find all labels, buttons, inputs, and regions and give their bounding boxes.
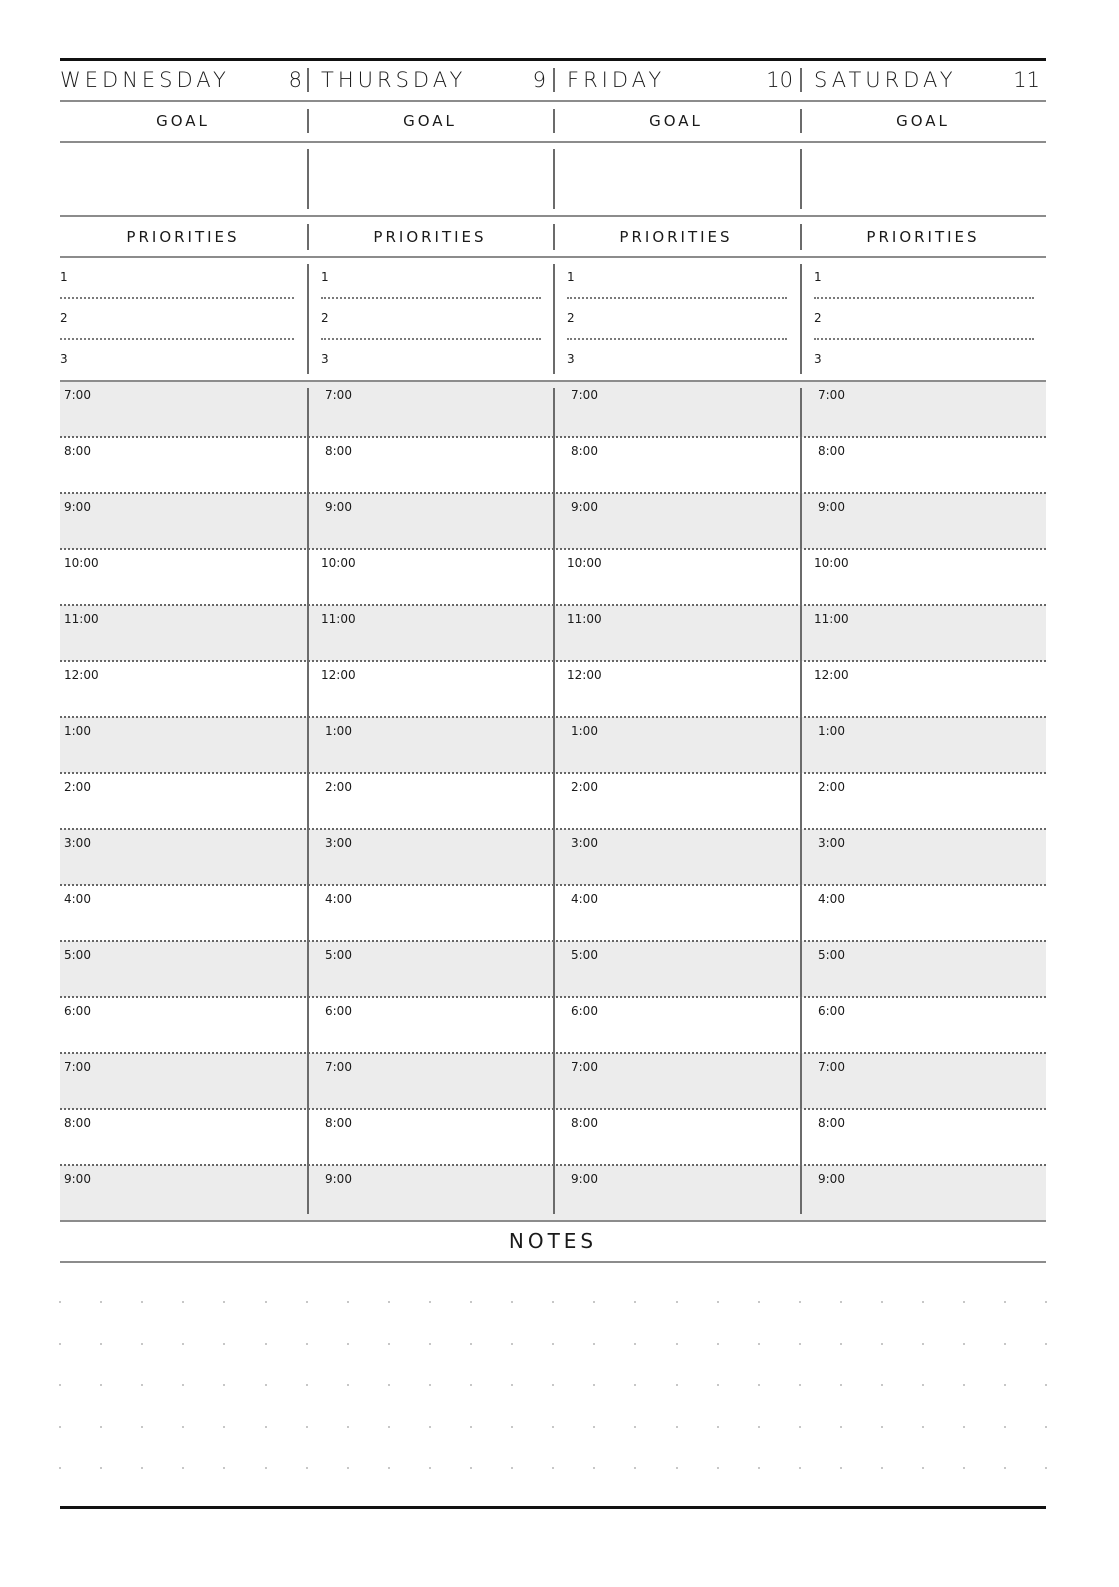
schedule-divider bbox=[307, 388, 309, 1214]
time-label: 1:00 bbox=[325, 724, 352, 738]
notes-grid-dot bbox=[593, 1343, 595, 1345]
notes-grid-dot bbox=[1004, 1426, 1006, 1428]
day-name: SATURDAY bbox=[814, 68, 957, 92]
time-label: 10:00 bbox=[567, 556, 602, 570]
notes-grid-dot bbox=[265, 1467, 267, 1469]
notes-grid-dot bbox=[470, 1384, 472, 1386]
notes-grid-dot bbox=[676, 1384, 678, 1386]
notes-title: NOTES bbox=[508, 1229, 598, 1253]
notes-grid-dot bbox=[799, 1467, 801, 1469]
time-label: 6:00 bbox=[818, 1004, 845, 1018]
notes-grid-dot bbox=[1045, 1343, 1047, 1345]
priority-number: 3 bbox=[814, 352, 822, 366]
day-number: 11 bbox=[1013, 68, 1040, 92]
notes-grid-dot bbox=[881, 1343, 883, 1345]
notes-grid-dot bbox=[141, 1301, 143, 1303]
time-label: 5:00 bbox=[571, 948, 598, 962]
schedule-divider bbox=[800, 388, 802, 1214]
notes-grid-dot bbox=[347, 1343, 349, 1345]
notes-grid-dot bbox=[1045, 1467, 1047, 1469]
time-label: 11:00 bbox=[814, 612, 849, 626]
notes-grid-dot bbox=[717, 1301, 719, 1303]
priority-dotted-line bbox=[814, 338, 1034, 340]
notes-grid-dot bbox=[799, 1301, 801, 1303]
time-label: 2:00 bbox=[325, 780, 352, 794]
day-number: 9 bbox=[532, 68, 546, 92]
notes-grid-dot bbox=[306, 1426, 308, 1428]
priorities-header-underline bbox=[60, 256, 1046, 258]
priority-number: 3 bbox=[567, 352, 575, 366]
time-label: 8:00 bbox=[64, 1116, 91, 1130]
priorities-label: PRIORITIES bbox=[866, 228, 980, 246]
day-number: 8 bbox=[288, 68, 302, 92]
notes-grid-dot bbox=[881, 1467, 883, 1469]
notes-header-underline bbox=[60, 1261, 1046, 1263]
time-label: 8:00 bbox=[64, 444, 91, 458]
notes-grid-dot bbox=[388, 1343, 390, 1345]
notes-grid-dot bbox=[470, 1426, 472, 1428]
notes-grid-dot bbox=[1045, 1301, 1047, 1303]
day-name: WEDNESDAY bbox=[60, 68, 230, 92]
notes-grid-dot bbox=[59, 1301, 61, 1303]
notes-grid-dot bbox=[758, 1467, 760, 1469]
notes-grid-dot bbox=[388, 1301, 390, 1303]
priority-number: 3 bbox=[321, 352, 329, 366]
notes-grid-dot bbox=[1004, 1301, 1006, 1303]
notes-grid-dot bbox=[922, 1343, 924, 1345]
notes-grid-dot bbox=[59, 1384, 61, 1386]
time-label: 8:00 bbox=[325, 1116, 352, 1130]
time-label: 3:00 bbox=[64, 836, 91, 850]
notes-grid-dot bbox=[182, 1301, 184, 1303]
notes-grid-dot bbox=[634, 1301, 636, 1303]
notes-grid-dot bbox=[388, 1384, 390, 1386]
notes-grid-dot bbox=[552, 1343, 554, 1345]
priorities-label: PRIORITIES bbox=[373, 228, 487, 246]
notes-grid-dot bbox=[388, 1426, 390, 1428]
notes-grid-dot bbox=[717, 1384, 719, 1386]
priority-number: 2 bbox=[814, 311, 822, 325]
notes-grid-dot bbox=[1045, 1426, 1047, 1428]
notes-grid-dot bbox=[141, 1384, 143, 1386]
time-label: 12:00 bbox=[321, 668, 356, 682]
goal-label: GOAL bbox=[156, 112, 210, 130]
notes-grid-dot bbox=[306, 1467, 308, 1469]
notes-grid-dot bbox=[429, 1384, 431, 1386]
priorities-label: PRIORITIES bbox=[619, 228, 733, 246]
time-label: 8:00 bbox=[571, 1116, 598, 1130]
notes-grid-dot bbox=[429, 1301, 431, 1303]
notes-grid-dot bbox=[429, 1343, 431, 1345]
notes-grid-dot bbox=[306, 1384, 308, 1386]
notes-grid-dot bbox=[100, 1467, 102, 1469]
time-label: 9:00 bbox=[64, 1172, 91, 1186]
notes-grid-dot bbox=[100, 1426, 102, 1428]
notes-grid-dot bbox=[799, 1426, 801, 1428]
notes-grid-dot bbox=[223, 1467, 225, 1469]
time-label: 9:00 bbox=[818, 500, 845, 514]
notes-grid-dot bbox=[552, 1426, 554, 1428]
goal-area-divider bbox=[553, 149, 555, 209]
notes-grid-dot bbox=[223, 1301, 225, 1303]
notes-grid-dot bbox=[881, 1384, 883, 1386]
priority-number: 2 bbox=[60, 311, 68, 325]
notes-grid-dot bbox=[799, 1343, 801, 1345]
priority-number: 3 bbox=[60, 352, 68, 366]
notes-grid-dot bbox=[717, 1343, 719, 1345]
notes-grid-dot bbox=[717, 1467, 719, 1469]
priority-dotted-line bbox=[814, 297, 1034, 299]
time-label: 7:00 bbox=[818, 388, 845, 402]
time-label: 7:00 bbox=[818, 1060, 845, 1074]
time-label: 5:00 bbox=[325, 948, 352, 962]
notes-grid-dot bbox=[182, 1343, 184, 1345]
day-header-underline bbox=[60, 100, 1046, 102]
time-label: 9:00 bbox=[818, 1172, 845, 1186]
notes-grid-dot bbox=[182, 1384, 184, 1386]
priorities-area-divider bbox=[553, 264, 555, 374]
time-label: 3:00 bbox=[325, 836, 352, 850]
notes-grid-dot bbox=[634, 1467, 636, 1469]
time-label: 8:00 bbox=[818, 1116, 845, 1130]
notes-grid-dot bbox=[59, 1467, 61, 1469]
notes-grid-dot bbox=[223, 1343, 225, 1345]
notes-grid-dot bbox=[265, 1301, 267, 1303]
notes-grid-dot bbox=[429, 1426, 431, 1428]
notes-grid-dot bbox=[593, 1467, 595, 1469]
notes-grid-dot bbox=[922, 1467, 924, 1469]
time-label: 10:00 bbox=[64, 556, 99, 570]
priority-number: 1 bbox=[814, 270, 822, 284]
notes-grid-dot bbox=[347, 1301, 349, 1303]
time-label: 9:00 bbox=[64, 500, 91, 514]
notes-grid-dot bbox=[59, 1343, 61, 1345]
notes-grid-dot bbox=[100, 1343, 102, 1345]
time-label: 11:00 bbox=[64, 612, 99, 626]
notes-grid-dot bbox=[59, 1426, 61, 1428]
goal-label: GOAL bbox=[896, 112, 950, 130]
goal-area-divider bbox=[800, 149, 802, 209]
notes-grid-dot bbox=[758, 1301, 760, 1303]
time-label: 8:00 bbox=[325, 444, 352, 458]
time-label: 9:00 bbox=[325, 1172, 352, 1186]
time-label: 7:00 bbox=[64, 388, 91, 402]
notes-grid-dot bbox=[470, 1467, 472, 1469]
notes-grid-dot bbox=[1004, 1384, 1006, 1386]
time-label: 4:00 bbox=[571, 892, 598, 906]
time-label: 9:00 bbox=[571, 500, 598, 514]
goal-header-underline bbox=[60, 141, 1046, 143]
notes-grid-dot bbox=[593, 1384, 595, 1386]
priority-number: 2 bbox=[321, 311, 329, 325]
time-label: 1:00 bbox=[818, 724, 845, 738]
time-label: 1:00 bbox=[64, 724, 91, 738]
notes-grid-dot bbox=[758, 1384, 760, 1386]
notes-grid-dot bbox=[552, 1467, 554, 1469]
time-label: 4:00 bbox=[818, 892, 845, 906]
notes-grid-dot bbox=[634, 1343, 636, 1345]
notes-grid-dot bbox=[141, 1343, 143, 1345]
time-label: 2:00 bbox=[64, 780, 91, 794]
notes-grid-dot bbox=[963, 1301, 965, 1303]
schedule-bottom-rule bbox=[60, 1220, 1046, 1222]
priority-number: 2 bbox=[567, 311, 575, 325]
priority-dotted-line bbox=[567, 297, 787, 299]
time-label: 5:00 bbox=[818, 948, 845, 962]
day-divider bbox=[800, 68, 802, 92]
notes-grid-dot bbox=[881, 1426, 883, 1428]
time-label: 9:00 bbox=[571, 1172, 598, 1186]
notes-grid-dot bbox=[634, 1426, 636, 1428]
notes-grid-dot bbox=[676, 1426, 678, 1428]
notes-grid-dot bbox=[840, 1343, 842, 1345]
time-label: 7:00 bbox=[325, 1060, 352, 1074]
time-label: 7:00 bbox=[571, 388, 598, 402]
notes-grid-dot bbox=[306, 1343, 308, 1345]
notes-grid-dot bbox=[511, 1384, 513, 1386]
notes-grid-dot bbox=[922, 1384, 924, 1386]
notes-grid-dot bbox=[1004, 1467, 1006, 1469]
notes-grid-dot bbox=[388, 1467, 390, 1469]
notes-grid-dot bbox=[470, 1301, 472, 1303]
notes-grid-dot bbox=[182, 1426, 184, 1428]
priority-dotted-line bbox=[60, 297, 294, 299]
time-label: 11:00 bbox=[321, 612, 356, 626]
time-label: 1:00 bbox=[571, 724, 598, 738]
day-number: 10 bbox=[766, 68, 793, 92]
notes-grid-dot bbox=[676, 1467, 678, 1469]
notes-grid-dot bbox=[840, 1384, 842, 1386]
time-label: 12:00 bbox=[64, 668, 99, 682]
top-rule bbox=[60, 58, 1046, 61]
notes-grid-dot bbox=[511, 1467, 513, 1469]
priorities-area-divider bbox=[800, 264, 802, 374]
notes-grid-dot bbox=[676, 1343, 678, 1345]
notes-grid-dot bbox=[963, 1384, 965, 1386]
priority-number: 1 bbox=[60, 270, 68, 284]
day-divider bbox=[553, 68, 555, 92]
priority-number: 1 bbox=[567, 270, 575, 284]
notes-grid-dot bbox=[676, 1301, 678, 1303]
notes-grid-dot bbox=[347, 1467, 349, 1469]
notes-grid-dot bbox=[182, 1467, 184, 1469]
notes-grid-dot bbox=[758, 1426, 760, 1428]
time-label: 2:00 bbox=[571, 780, 598, 794]
notes-grid-dot bbox=[347, 1426, 349, 1428]
notes-grid-dot bbox=[306, 1301, 308, 1303]
notes-grid-dot bbox=[470, 1343, 472, 1345]
notes-grid-dot bbox=[265, 1343, 267, 1345]
time-label: 2:00 bbox=[818, 780, 845, 794]
notes-grid-dot bbox=[265, 1426, 267, 1428]
notes-grid-dot bbox=[922, 1426, 924, 1428]
priorities-area-divider bbox=[307, 264, 309, 374]
priority-dotted-line bbox=[60, 338, 294, 340]
goal-area-divider bbox=[307, 149, 309, 209]
priorities-bottom-rule bbox=[60, 380, 1046, 382]
notes-grid-dot bbox=[511, 1343, 513, 1345]
notes-grid-dot bbox=[593, 1301, 595, 1303]
priority-number: 1 bbox=[321, 270, 329, 284]
time-label: 7:00 bbox=[571, 1060, 598, 1074]
time-label: 4:00 bbox=[64, 892, 91, 906]
notes-grid-dot bbox=[1045, 1384, 1047, 1386]
time-label: 9:00 bbox=[325, 500, 352, 514]
notes-grid-dot bbox=[223, 1426, 225, 1428]
notes-grid-dot bbox=[881, 1301, 883, 1303]
notes-grid-dot bbox=[511, 1426, 513, 1428]
time-label: 10:00 bbox=[321, 556, 356, 570]
time-label: 8:00 bbox=[818, 444, 845, 458]
time-label: 4:00 bbox=[325, 892, 352, 906]
notes-grid-dot bbox=[265, 1384, 267, 1386]
notes-grid-dot bbox=[922, 1301, 924, 1303]
notes-grid-dot bbox=[758, 1343, 760, 1345]
notes-grid-dot bbox=[1004, 1343, 1006, 1345]
time-label: 6:00 bbox=[571, 1004, 598, 1018]
notes-grid-dot bbox=[634, 1384, 636, 1386]
time-label: 8:00 bbox=[571, 444, 598, 458]
notes-grid-dot bbox=[593, 1426, 595, 1428]
priority-dotted-line bbox=[321, 338, 541, 340]
time-label: 5:00 bbox=[64, 948, 91, 962]
notes-grid-dot bbox=[840, 1426, 842, 1428]
bottom-rule bbox=[60, 1506, 1046, 1509]
priority-dotted-line bbox=[321, 297, 541, 299]
goal-label: GOAL bbox=[403, 112, 457, 130]
notes-grid-dot bbox=[141, 1426, 143, 1428]
goal-bottom-rule bbox=[60, 215, 1046, 217]
time-label: 6:00 bbox=[325, 1004, 352, 1018]
time-label: 7:00 bbox=[64, 1060, 91, 1074]
time-label: 3:00 bbox=[571, 836, 598, 850]
time-label: 7:00 bbox=[325, 388, 352, 402]
schedule-divider bbox=[553, 388, 555, 1214]
day-name: FRIDAY bbox=[567, 68, 666, 92]
notes-grid-dot bbox=[429, 1467, 431, 1469]
notes-grid-dot bbox=[963, 1343, 965, 1345]
notes-grid-dot bbox=[223, 1384, 225, 1386]
notes-grid-dot bbox=[840, 1301, 842, 1303]
time-label: 10:00 bbox=[814, 556, 849, 570]
notes-grid-dot bbox=[100, 1301, 102, 1303]
notes-grid-dot bbox=[141, 1467, 143, 1469]
time-label: 11:00 bbox=[567, 612, 602, 626]
day-divider bbox=[307, 68, 309, 92]
notes-grid-dot bbox=[717, 1426, 719, 1428]
day-name: THURSDAY bbox=[321, 68, 467, 92]
priorities-label: PRIORITIES bbox=[126, 228, 240, 246]
notes-grid-dot bbox=[963, 1426, 965, 1428]
notes-grid-dot bbox=[552, 1384, 554, 1386]
goal-label: GOAL bbox=[649, 112, 703, 130]
notes-grid-dot bbox=[347, 1384, 349, 1386]
time-label: 12:00 bbox=[814, 668, 849, 682]
notes-grid-dot bbox=[552, 1301, 554, 1303]
notes-grid-dot bbox=[100, 1384, 102, 1386]
notes-grid-dot bbox=[511, 1301, 513, 1303]
time-label: 12:00 bbox=[567, 668, 602, 682]
notes-grid-dot bbox=[799, 1384, 801, 1386]
notes-grid-dot bbox=[963, 1467, 965, 1469]
notes-grid-dot bbox=[840, 1467, 842, 1469]
time-label: 6:00 bbox=[64, 1004, 91, 1018]
time-label: 3:00 bbox=[818, 836, 845, 850]
priority-dotted-line bbox=[567, 338, 787, 340]
